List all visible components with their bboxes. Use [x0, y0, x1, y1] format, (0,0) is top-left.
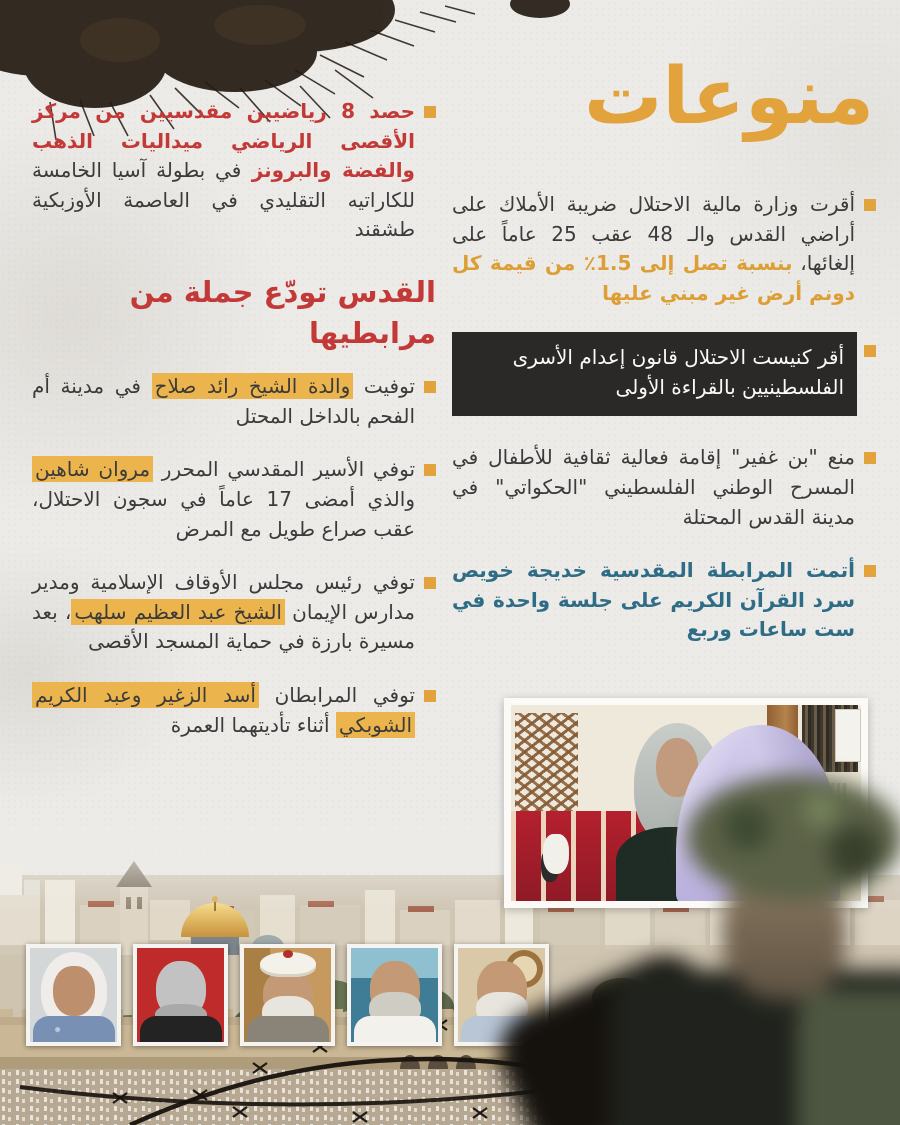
text-segment: توفي المرابطان [258, 682, 415, 707]
square-bullet-icon [424, 381, 436, 393]
highlighted-name: الشيخ عبد العظيم سلهب [71, 599, 285, 625]
portraits-row [26, 944, 549, 1046]
news-text [452, 443, 855, 532]
stacked-chairs [515, 713, 578, 815]
text-segment: أقرت وزارة مالية الاحتلال ضريبة الأملاك على أراضي القدس والـ 48 عقب 25 عاماً على إلغائها، [452, 192, 856, 276]
square-bullet-icon [424, 577, 436, 589]
thermos-kettle [543, 834, 569, 874]
square-bullet-icon [864, 345, 876, 357]
text-segment: أثناء تأديتهما العمرة [170, 712, 336, 737]
text-segment: توفي الأسير المقدسي المحرر [153, 457, 416, 482]
square-bullet-icon [424, 464, 436, 476]
text-segment-orange: بنسبة تصل إلى 1.5٪ من قيمة كل دونم أرض غير مبني عليها [452, 251, 855, 305]
highlighted-name: مروان شاهين [32, 456, 153, 482]
section-header-obituaries: القدس تودّع جملة من مرابطيها [129, 274, 436, 350]
text-segment-teal: أتمت المرابطة المقدسية خديجة خويص سرد القرآن الكريم على جلسة واحدة في ست ساعات وربع [452, 558, 855, 642]
text-segment: في مدينة أم الفحم بالداخل المحتل [32, 374, 415, 428]
square-bullet-icon [424, 690, 436, 702]
obituary-item-marwan-shahin [32, 455, 436, 544]
text-segment: في بطولة آسيا الخامسة للكاراتيه التقليدي في العاصمة الأوزبكية طشقند [32, 158, 415, 242]
highlighted-name: أسد الزغير وعبد الكريم الشوبكي [32, 682, 415, 738]
text-segment: والذي أمضى 17 عاماً في سجون الاحتلال، عقب صراع طويل مع المرض [32, 486, 415, 541]
square-bullet-icon [864, 199, 876, 211]
news-item-property-tax [452, 190, 876, 308]
text-segment: ، بعد مسيرة بارزة في حماية المسجد الأقصى [32, 599, 415, 654]
square-bullet-icon [864, 565, 876, 577]
news-item-ben-gvir [452, 443, 876, 532]
soldier-vest [797, 990, 900, 1125]
news-text [32, 568, 415, 657]
portrait-sheikh-white-turban [240, 944, 335, 1046]
text-segment: منع "بن غفير" إقامة فعالية ثقافية للأطفال في المسرح الوطني الفلسطيني "الحكواتي" في مدينة القدس المحتلة [452, 445, 855, 529]
left-column [32, 97, 436, 764]
portrait-elderly-woman-hijab [26, 944, 121, 1046]
obituary-item-raed-salah-mother [32, 372, 436, 431]
news-text [32, 97, 415, 245]
soldier-camo-helmet [687, 775, 900, 900]
news-text [452, 190, 855, 308]
dark-callout-box: أقر كنيست الاحتلال قانون إعدام الأسرى الفلسطينيين بالقراءة الأولى [452, 332, 857, 416]
blurred-soldier-foreground [582, 765, 900, 1125]
portrait-man-sea-background [347, 944, 442, 1046]
news-item-athletes [32, 97, 436, 245]
text-segment: توفي رئيس مجلس الأوقاف الإسلامية ومدير مدارس الإيمان [32, 570, 416, 624]
news-text [32, 455, 415, 544]
text-segment-red: حصد 8 رياضيين مقدسيين من مركز الأقصى الرياضي ميداليات الذهب والفضة والبرونز [32, 99, 415, 183]
text-segment: توفيت [353, 374, 415, 399]
white-turban [260, 952, 316, 977]
news-item-knesset-law [452, 332, 876, 416]
right-column [452, 190, 876, 669]
square-bullet-icon [864, 452, 876, 464]
square-bullet-icon [424, 106, 436, 118]
news-text [452, 556, 855, 645]
obituary-item-abdel-azim-salhab [32, 568, 436, 657]
page-title: منوعات [584, 52, 874, 142]
news-text [32, 372, 415, 431]
obituary-item-umrah-pilgrims [32, 681, 436, 740]
portrait-grayscale-red-poster [133, 944, 228, 1046]
highlighted-name: والدة الشيخ رائد صلاح [152, 373, 354, 399]
news-text [32, 681, 415, 740]
news-item-khadija-quran [452, 556, 876, 645]
wall-poster [835, 709, 862, 762]
